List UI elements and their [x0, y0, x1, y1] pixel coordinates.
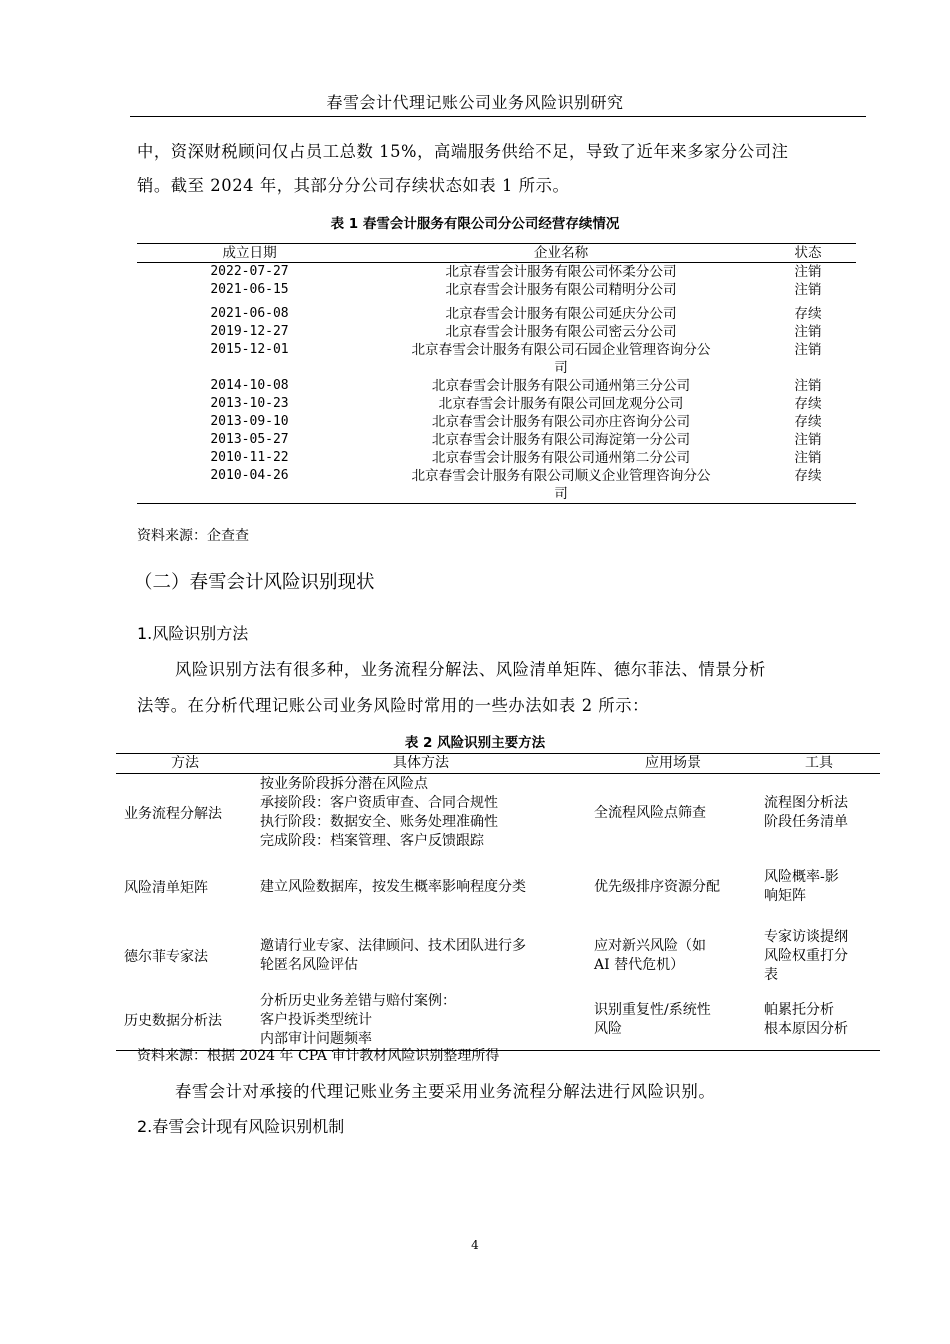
table2-cell-method: 历史数据分析法 — [124, 1013, 222, 1029]
table-row — [137, 305, 856, 323]
table1-cell-date: 2014-10-08 — [210, 378, 289, 393]
table2-tool-line: 帕累托分析 — [764, 1002, 834, 1018]
table-row — [137, 467, 856, 503]
table2-cell-tools — [758, 928, 880, 985]
table1-cell-date: 2021-06-15 — [210, 282, 289, 297]
table2-cell-details — [254, 937, 588, 975]
table2-cell-details — [254, 775, 588, 851]
table2-cell-method: 风险清单矩阵 — [124, 880, 208, 896]
table-row — [116, 990, 880, 1050]
table1-cell-name: 北京春雪会计服务有限公司海淀第一分公司 — [431, 432, 691, 448]
table1-bottom-rule — [137, 503, 856, 504]
table1-cell-date: 2010-04-26 — [210, 468, 289, 483]
table1-cell-name: 北京春雪会计服务有限公司延庆分公司 — [445, 306, 677, 322]
table1-cell-name-line: 北京春雪会计服务有限公司顺义企业管理咨询分公 — [411, 468, 711, 484]
header-rule — [130, 116, 866, 117]
table2-scenario-line: 应对新兴风险（如 — [594, 938, 706, 954]
table1-cell-name: 北京春雪会计服务有限公司通州第二分公司 — [431, 450, 691, 466]
table2-scenario-line: 识别重复性/系统性 — [594, 1002, 711, 1018]
table-row — [137, 341, 856, 377]
table2-cell-scenario — [588, 804, 758, 823]
table1-cell-status: 存续 — [794, 306, 822, 322]
table2-tool-line: 风险概率-影 — [764, 869, 839, 885]
table2-cell-scenario — [588, 1001, 758, 1039]
table1 — [137, 243, 856, 504]
table2-cell-details — [254, 992, 588, 1049]
table1-cell-status: 注销 — [794, 282, 822, 298]
table2-tool-line: 阶段任务清单 — [764, 814, 848, 830]
table1-header-status: 状态 — [794, 245, 822, 261]
table2-detail-line: 邀请行业专家、法律顾问、技术团队进行多 — [260, 938, 526, 954]
table1-cell-date: 2019-12-27 — [210, 324, 289, 339]
table2-cell-scenario — [588, 878, 758, 897]
table2-detail-line: 承接阶段：客户资质审查、合同合规性 — [260, 795, 498, 811]
table1-header-row — [137, 244, 856, 262]
table2-tool-line: 专家访谈提纲 — [764, 928, 848, 945]
table1-cell-status: 注销 — [794, 378, 822, 394]
table-row — [137, 263, 856, 281]
table-row — [137, 413, 856, 431]
table1-caption: 表 1 春雪会计服务有限公司分公司经营存续情况 — [330, 216, 620, 232]
table2-detail-line: 完成阶段：档案管理、客户反馈跟踪 — [260, 833, 484, 849]
table2-detail-line: 分析历史业务差错与赔付案例： — [260, 992, 456, 1009]
table1-cell-status: 注销 — [794, 264, 822, 280]
table1-cell-name: 北京春雪会计服务有限公司怀柔分公司 — [445, 264, 677, 280]
table1-cell-date: 2021-06-08 — [210, 306, 289, 321]
table1-cell-name-line: 北京春雪会计服务有限公司石园企业管理咨询分公 — [411, 342, 711, 358]
table1-cell-name: 北京春雪会计服务有限公司通州第三分公司 — [431, 378, 691, 394]
table1-cell-name-line: 司 — [554, 486, 568, 502]
table-row — [116, 922, 880, 990]
table2-tool-line: 表 — [764, 966, 778, 983]
table1-cell-name — [362, 467, 760, 503]
paragraph-line: 风险识别方法有很多种，业务流程分解法、风险清单矩阵、德尔菲法、情景分析 — [175, 660, 766, 679]
table-row — [137, 323, 856, 341]
table2 — [116, 753, 880, 1051]
page-number: 4 — [471, 1238, 479, 1252]
subsection-heading: 1.风险识别方法 — [137, 624, 249, 643]
subsection-heading: 2.春雪会计现有风险识别机制 — [137, 1117, 345, 1136]
table1-cell-date: 2022-07-27 — [210, 264, 289, 279]
table2-scenario-line: 全流程风险点筛查 — [594, 804, 706, 821]
paragraph-line: 法等。在分析代理记账公司业务风险时常用的一些办法如表 2 所示： — [137, 696, 650, 715]
table2-detail-line: 轮匿名风险评估 — [260, 957, 358, 973]
table1-cell-name-line: 司 — [554, 360, 568, 376]
table1-cell-status: 注销 — [794, 342, 822, 358]
table2-cell-method: 德尔菲专家法 — [124, 949, 208, 965]
table1-source: 资料来源：企查查 — [137, 528, 249, 544]
table2-scenario-line: 优先级排序资源分配 — [594, 878, 720, 895]
table2-cell-method: 业务流程分解法 — [124, 806, 222, 822]
table1-cell-status: 存续 — [794, 396, 822, 412]
table2-cell-tools — [758, 794, 880, 832]
table1-cell-date: 2015-12-01 — [210, 342, 289, 357]
table-row — [116, 774, 880, 852]
table2-header-details: 具体方法 — [393, 755, 449, 771]
table1-cell-name: 北京春雪会计服务有限公司密云分公司 — [445, 324, 677, 340]
table-row — [116, 852, 880, 922]
table2-detail-line: 按业务阶段拆分潜在风险点 — [260, 776, 428, 792]
table2-cell-tools — [758, 868, 880, 906]
table1-cell-status: 注销 — [794, 432, 822, 448]
table1-header-name: 企业名称 — [533, 245, 589, 261]
paragraph-line: 春雪会计对承接的代理记账业务主要采用业务流程分解法进行风险识别。 — [175, 1082, 716, 1101]
table1-cell-date: 2010-11-22 — [210, 450, 289, 465]
table2-tool-line: 流程图分析法 — [764, 795, 848, 811]
table2-tool-line: 风险权重打分 — [764, 947, 848, 964]
table-row — [137, 281, 856, 299]
table2-cell-tools — [758, 1001, 880, 1039]
table2-caption: 表 2 风险识别主要方法 — [404, 735, 546, 751]
table1-cell-date: 2013-09-10 — [210, 414, 289, 429]
running-header-title: 春雪会计代理记账公司业务风险识别研究 — [326, 93, 624, 112]
table-row — [137, 395, 856, 413]
table1-cell-status: 存续 — [794, 468, 822, 484]
table2-detail-line: 客户投诉类型统计 — [260, 1011, 372, 1028]
table2-cell-scenario — [588, 937, 758, 975]
table1-cell-status: 存续 — [794, 414, 822, 430]
table1-cell-status: 注销 — [794, 450, 822, 466]
table2-detail-line: 内部审计问题频率 — [260, 1030, 372, 1047]
table2-detail-line: 建立风险数据库，按发生概率影响程度分类 — [260, 878, 526, 895]
paragraph-line: 销。截至 2024 年，其部分分公司存续状态如表 1 所示。 — [137, 176, 570, 195]
table-row — [137, 431, 856, 449]
table2-tool-line: 响矩阵 — [764, 888, 806, 904]
table2-header-row — [116, 754, 880, 773]
table1-cell-date: 2013-05-27 — [210, 432, 289, 447]
section-heading: （二）春雪会计风险识别现状 — [134, 572, 375, 593]
table2-source: 资料来源：根据 2024 年 CPA 审计教材风险识别整理所得 — [137, 1048, 500, 1064]
table2-tool-line: 根本原因分析 — [764, 1021, 848, 1037]
table2-cell-details — [254, 878, 588, 897]
table1-cell-status: 注销 — [794, 324, 822, 340]
table1-header-date: 成立日期 — [222, 245, 277, 261]
table2-scenario-line: 风险 — [594, 1021, 622, 1037]
table1-cell-name — [362, 341, 760, 377]
paragraph-line: 中，资深财税顾问仅占员工总数 15%，高端服务供给不足，导致了近年来多家分公司注 — [137, 142, 789, 161]
table1-cell-name: 北京春雪会计服务有限公司亦庄咨询分公司 — [431, 414, 691, 430]
table2-detail-line: 执行阶段：数据安全、账务处理准确性 — [260, 814, 498, 830]
table2-header-tools: 工具 — [805, 755, 833, 771]
table2-header-scenario: 应用场景 — [645, 755, 701, 771]
table2-scenario-line: AI 替代危机） — [594, 957, 685, 973]
table2-header-method: 方法 — [171, 755, 199, 771]
table-row — [137, 449, 856, 467]
table1-cell-name: 北京春雪会计服务有限公司回龙观分公司 — [438, 396, 684, 412]
table1-cell-date: 2013-10-23 — [210, 396, 289, 411]
table-row — [137, 377, 856, 395]
table1-cell-name: 北京春雪会计服务有限公司精明分公司 — [445, 282, 677, 298]
